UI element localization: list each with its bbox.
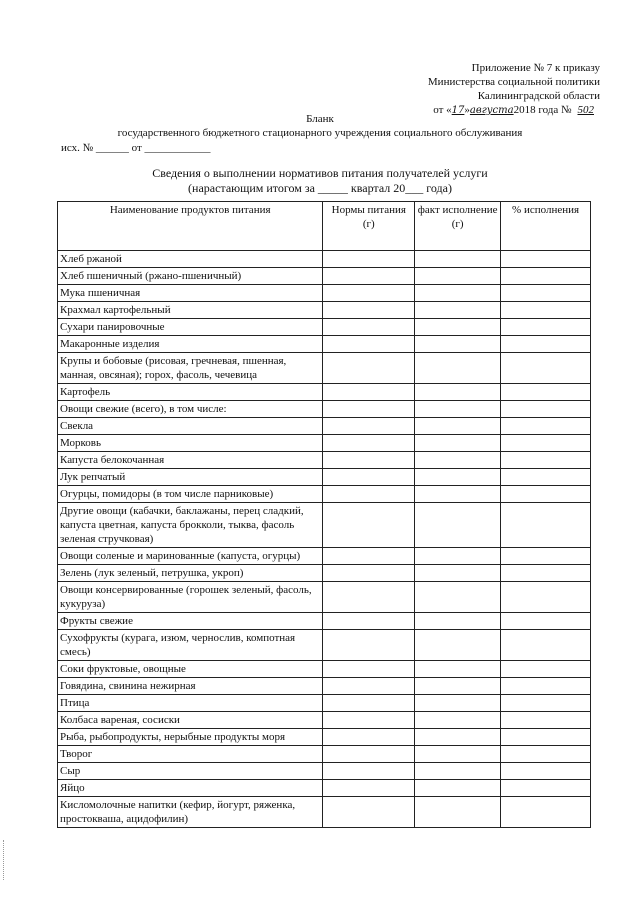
blank-label: Бланк xyxy=(306,113,334,125)
date-year: 2018 года № xyxy=(513,104,572,116)
norms-cell[interactable] xyxy=(323,452,415,469)
product-name-cell: Капуста белокочанная xyxy=(58,452,323,469)
percent-cell[interactable] xyxy=(501,435,591,452)
table-row xyxy=(58,763,591,780)
percent-cell[interactable] xyxy=(501,712,591,729)
product-name-cell: Сухари панировочные xyxy=(58,319,323,336)
norms-cell[interactable] xyxy=(323,268,415,285)
table-row xyxy=(58,469,591,486)
actual-cell[interactable] xyxy=(415,268,501,285)
actual-cell[interactable] xyxy=(415,695,501,712)
norms-cell[interactable] xyxy=(323,353,415,384)
header-actual: факт исполнение (г) xyxy=(415,202,501,251)
actual-cell[interactable] xyxy=(415,565,501,582)
norms-cell[interactable] xyxy=(323,548,415,565)
date-month-handwritten: августа xyxy=(469,105,514,116)
product-name-cell: Морковь xyxy=(58,435,323,452)
table-row xyxy=(58,401,591,418)
table-row xyxy=(58,746,591,763)
product-name-cell: Соки фруктовые, овощные xyxy=(58,661,323,678)
product-name-cell: Кисломолочные напитки (кефир, йогурт, ряженка, простокваша, ацидофилин) xyxy=(58,797,323,828)
product-name-cell: Зелень (лук зеленый, петрушка, укроп) xyxy=(58,565,323,582)
percent-cell[interactable] xyxy=(501,336,591,353)
appendix-line-2: Министерства социальной политики xyxy=(427,76,600,88)
actual-cell[interactable] xyxy=(415,613,501,630)
table-row xyxy=(58,435,591,452)
norms-cell[interactable] xyxy=(323,336,415,353)
nutrition-norms-table xyxy=(57,201,591,828)
date-prefix: от « xyxy=(433,104,452,116)
table-row xyxy=(58,661,591,678)
appendix-header xyxy=(428,61,600,118)
actual-cell[interactable] xyxy=(415,251,501,268)
product-name-cell: Другие овощи (кабачки, баклажаны, перец сладкий, капуста цветная, капуста брокколи, тыква, фасоль зеленая стручковая) xyxy=(58,503,323,548)
header-percent: % исполнения xyxy=(501,202,591,251)
norms-cell[interactable] xyxy=(323,661,415,678)
norms-cell[interactable] xyxy=(323,251,415,268)
table-row xyxy=(58,452,591,469)
norms-cell[interactable] xyxy=(323,435,415,452)
product-name-cell: Лук репчатый xyxy=(58,469,323,486)
product-name-cell: Творог xyxy=(58,746,323,763)
norms-cell[interactable] xyxy=(323,780,415,797)
product-name-cell: Сухофрукты (курага, изюм, чернослив, компотная смесь) xyxy=(58,630,323,661)
product-name-cell: Крупы и бобовые (рисовая, гречневая, пшенная, манная, овсяная); горох, фасоль, чечевица xyxy=(58,353,323,384)
norms-cell[interactable] xyxy=(323,418,415,435)
actual-cell[interactable] xyxy=(415,630,501,661)
table-row xyxy=(58,384,591,401)
product-name-cell: Овощи свежие (всего), в том числе: xyxy=(58,401,323,418)
actual-cell[interactable] xyxy=(415,661,501,678)
actual-cell[interactable] xyxy=(415,285,501,302)
percent-cell[interactable] xyxy=(501,285,591,302)
actual-cell[interactable] xyxy=(415,435,501,452)
table-row xyxy=(58,486,591,503)
percent-cell[interactable] xyxy=(501,797,591,828)
date-day-handwritten: 17 xyxy=(451,105,465,116)
percent-cell[interactable] xyxy=(501,582,591,613)
norms-cell[interactable] xyxy=(323,695,415,712)
actual-cell[interactable] xyxy=(415,336,501,353)
table-row xyxy=(58,302,591,319)
norms-cell[interactable] xyxy=(323,503,415,548)
norms-cell[interactable] xyxy=(323,712,415,729)
product-name-cell: Макаронные изделия xyxy=(58,336,323,353)
actual-cell[interactable] xyxy=(415,678,501,695)
norms-cell[interactable] xyxy=(323,319,415,336)
table-row xyxy=(58,251,591,268)
scan-margin-mark xyxy=(3,840,6,880)
percent-cell[interactable] xyxy=(501,746,591,763)
product-name-cell: Хлеб пшеничный (ржано-пшеничный) xyxy=(58,268,323,285)
percent-cell[interactable] xyxy=(501,302,591,319)
percent-cell[interactable] xyxy=(501,486,591,503)
product-name-cell: Хлеб ржаной xyxy=(58,251,323,268)
table-header-row xyxy=(58,202,591,251)
product-name-cell: Рыба, рыбопродукты, нерыбные продукты моря xyxy=(58,729,323,746)
actual-cell[interactable] xyxy=(415,319,501,336)
product-name-cell: Огурцы, помидоры (в том числе парниковые) xyxy=(58,486,323,503)
actual-cell[interactable] xyxy=(415,486,501,503)
table-row xyxy=(58,285,591,302)
percent-cell[interactable] xyxy=(501,678,591,695)
table-row xyxy=(58,797,591,828)
table-row xyxy=(58,336,591,353)
actual-cell[interactable] xyxy=(415,780,501,797)
norms-cell[interactable] xyxy=(323,630,415,661)
actual-cell[interactable] xyxy=(415,746,501,763)
actual-cell[interactable] xyxy=(415,418,501,435)
norms-cell[interactable] xyxy=(323,797,415,828)
table-row xyxy=(58,630,591,661)
actual-cell[interactable] xyxy=(415,712,501,729)
table-row xyxy=(58,565,591,582)
actual-cell[interactable] xyxy=(415,469,501,486)
table-body xyxy=(58,251,591,828)
product-name-cell: Фрукты свежие xyxy=(58,613,323,630)
outgoing-number-line: исх. № ______ от ____________ xyxy=(61,142,211,154)
table-row xyxy=(58,319,591,336)
norms-cell[interactable] xyxy=(323,582,415,613)
header-product-name: Наименование продуктов питания xyxy=(58,202,323,251)
table-row xyxy=(58,712,591,729)
product-name-cell: Колбаса вареная, сосиски xyxy=(58,712,323,729)
table-row xyxy=(58,582,591,613)
document-heading: Сведения о выполнении нормативов питания получателей услуги xyxy=(152,166,488,180)
percent-cell[interactable] xyxy=(501,695,591,712)
actual-cell[interactable] xyxy=(415,763,501,780)
table-row xyxy=(58,503,591,548)
actual-cell[interactable] xyxy=(415,582,501,613)
table-row xyxy=(58,418,591,435)
norms-cell[interactable] xyxy=(323,285,415,302)
norms-cell[interactable] xyxy=(323,469,415,486)
norms-cell[interactable] xyxy=(323,486,415,503)
percent-cell[interactable] xyxy=(501,613,591,630)
norms-cell[interactable] xyxy=(323,613,415,630)
appendix-line-1: Приложение № 7 к приказу xyxy=(471,62,600,74)
product-name-cell: Говядина, свинина нежирная xyxy=(58,678,323,695)
table-row xyxy=(58,613,591,630)
norms-cell[interactable] xyxy=(323,746,415,763)
percent-cell[interactable] xyxy=(501,763,591,780)
table-row xyxy=(58,548,591,565)
product-name-cell: Птица xyxy=(58,695,323,712)
percent-cell[interactable] xyxy=(501,565,591,582)
actual-cell[interactable] xyxy=(415,401,501,418)
percent-cell[interactable] xyxy=(501,251,591,268)
product-name-cell: Свекла xyxy=(58,418,323,435)
norms-cell[interactable] xyxy=(323,401,415,418)
actual-cell[interactable] xyxy=(415,729,501,746)
norms-cell[interactable] xyxy=(323,763,415,780)
product-name-cell: Овощи консервированные (горошек зеленый, фасоль, кукуруза) xyxy=(58,582,323,613)
percent-cell[interactable] xyxy=(501,452,591,469)
percent-cell[interactable] xyxy=(501,548,591,565)
percent-cell[interactable] xyxy=(501,780,591,797)
percent-cell[interactable] xyxy=(501,384,591,401)
percent-cell[interactable] xyxy=(501,469,591,486)
table-row xyxy=(58,780,591,797)
actual-cell[interactable] xyxy=(415,353,501,384)
percent-cell[interactable] xyxy=(501,418,591,435)
percent-cell[interactable] xyxy=(501,630,591,661)
date-mid: » xyxy=(464,104,470,116)
table-row xyxy=(58,268,591,285)
norms-cell[interactable] xyxy=(323,302,415,319)
percent-cell[interactable] xyxy=(501,319,591,336)
actual-cell[interactable] xyxy=(415,503,501,548)
norms-cell[interactable] xyxy=(323,729,415,746)
product-name-cell: Мука пшеничная xyxy=(58,285,323,302)
norms-cell[interactable] xyxy=(323,678,415,695)
product-name-cell: Яйцо xyxy=(58,780,323,797)
table-row xyxy=(58,678,591,695)
header-norms: Нормы питания (г) xyxy=(323,202,415,251)
percent-cell[interactable] xyxy=(501,353,591,384)
table-row xyxy=(58,729,591,746)
order-number-handwritten: 502 xyxy=(577,104,594,116)
actual-cell[interactable] xyxy=(415,302,501,319)
percent-cell[interactable] xyxy=(501,268,591,285)
percent-cell[interactable] xyxy=(501,661,591,678)
product-name-cell: Картофель xyxy=(58,384,323,401)
percent-cell[interactable] xyxy=(501,729,591,746)
actual-cell[interactable] xyxy=(415,548,501,565)
product-name-cell: Овощи соленые и маринованные (капуста, огурцы) xyxy=(58,548,323,565)
norms-cell[interactable] xyxy=(323,565,415,582)
actual-cell[interactable] xyxy=(415,384,501,401)
percent-cell[interactable] xyxy=(501,401,591,418)
document-subheading: (нарастающим итогом за _____ квартал 20___ года) xyxy=(188,181,452,195)
institution-line: государственного бюджетного стационарного учреждения социального обслуживания xyxy=(117,127,523,139)
norms-cell[interactable] xyxy=(323,384,415,401)
product-name-cell: Сыр xyxy=(58,763,323,780)
appendix-line-3: Калининградской области xyxy=(477,90,600,102)
table-row xyxy=(58,695,591,712)
product-name-cell: Крахмал картофельный xyxy=(58,302,323,319)
actual-cell[interactable] xyxy=(415,452,501,469)
actual-cell[interactable] xyxy=(415,797,501,828)
percent-cell[interactable] xyxy=(501,503,591,548)
table-row xyxy=(58,353,591,384)
